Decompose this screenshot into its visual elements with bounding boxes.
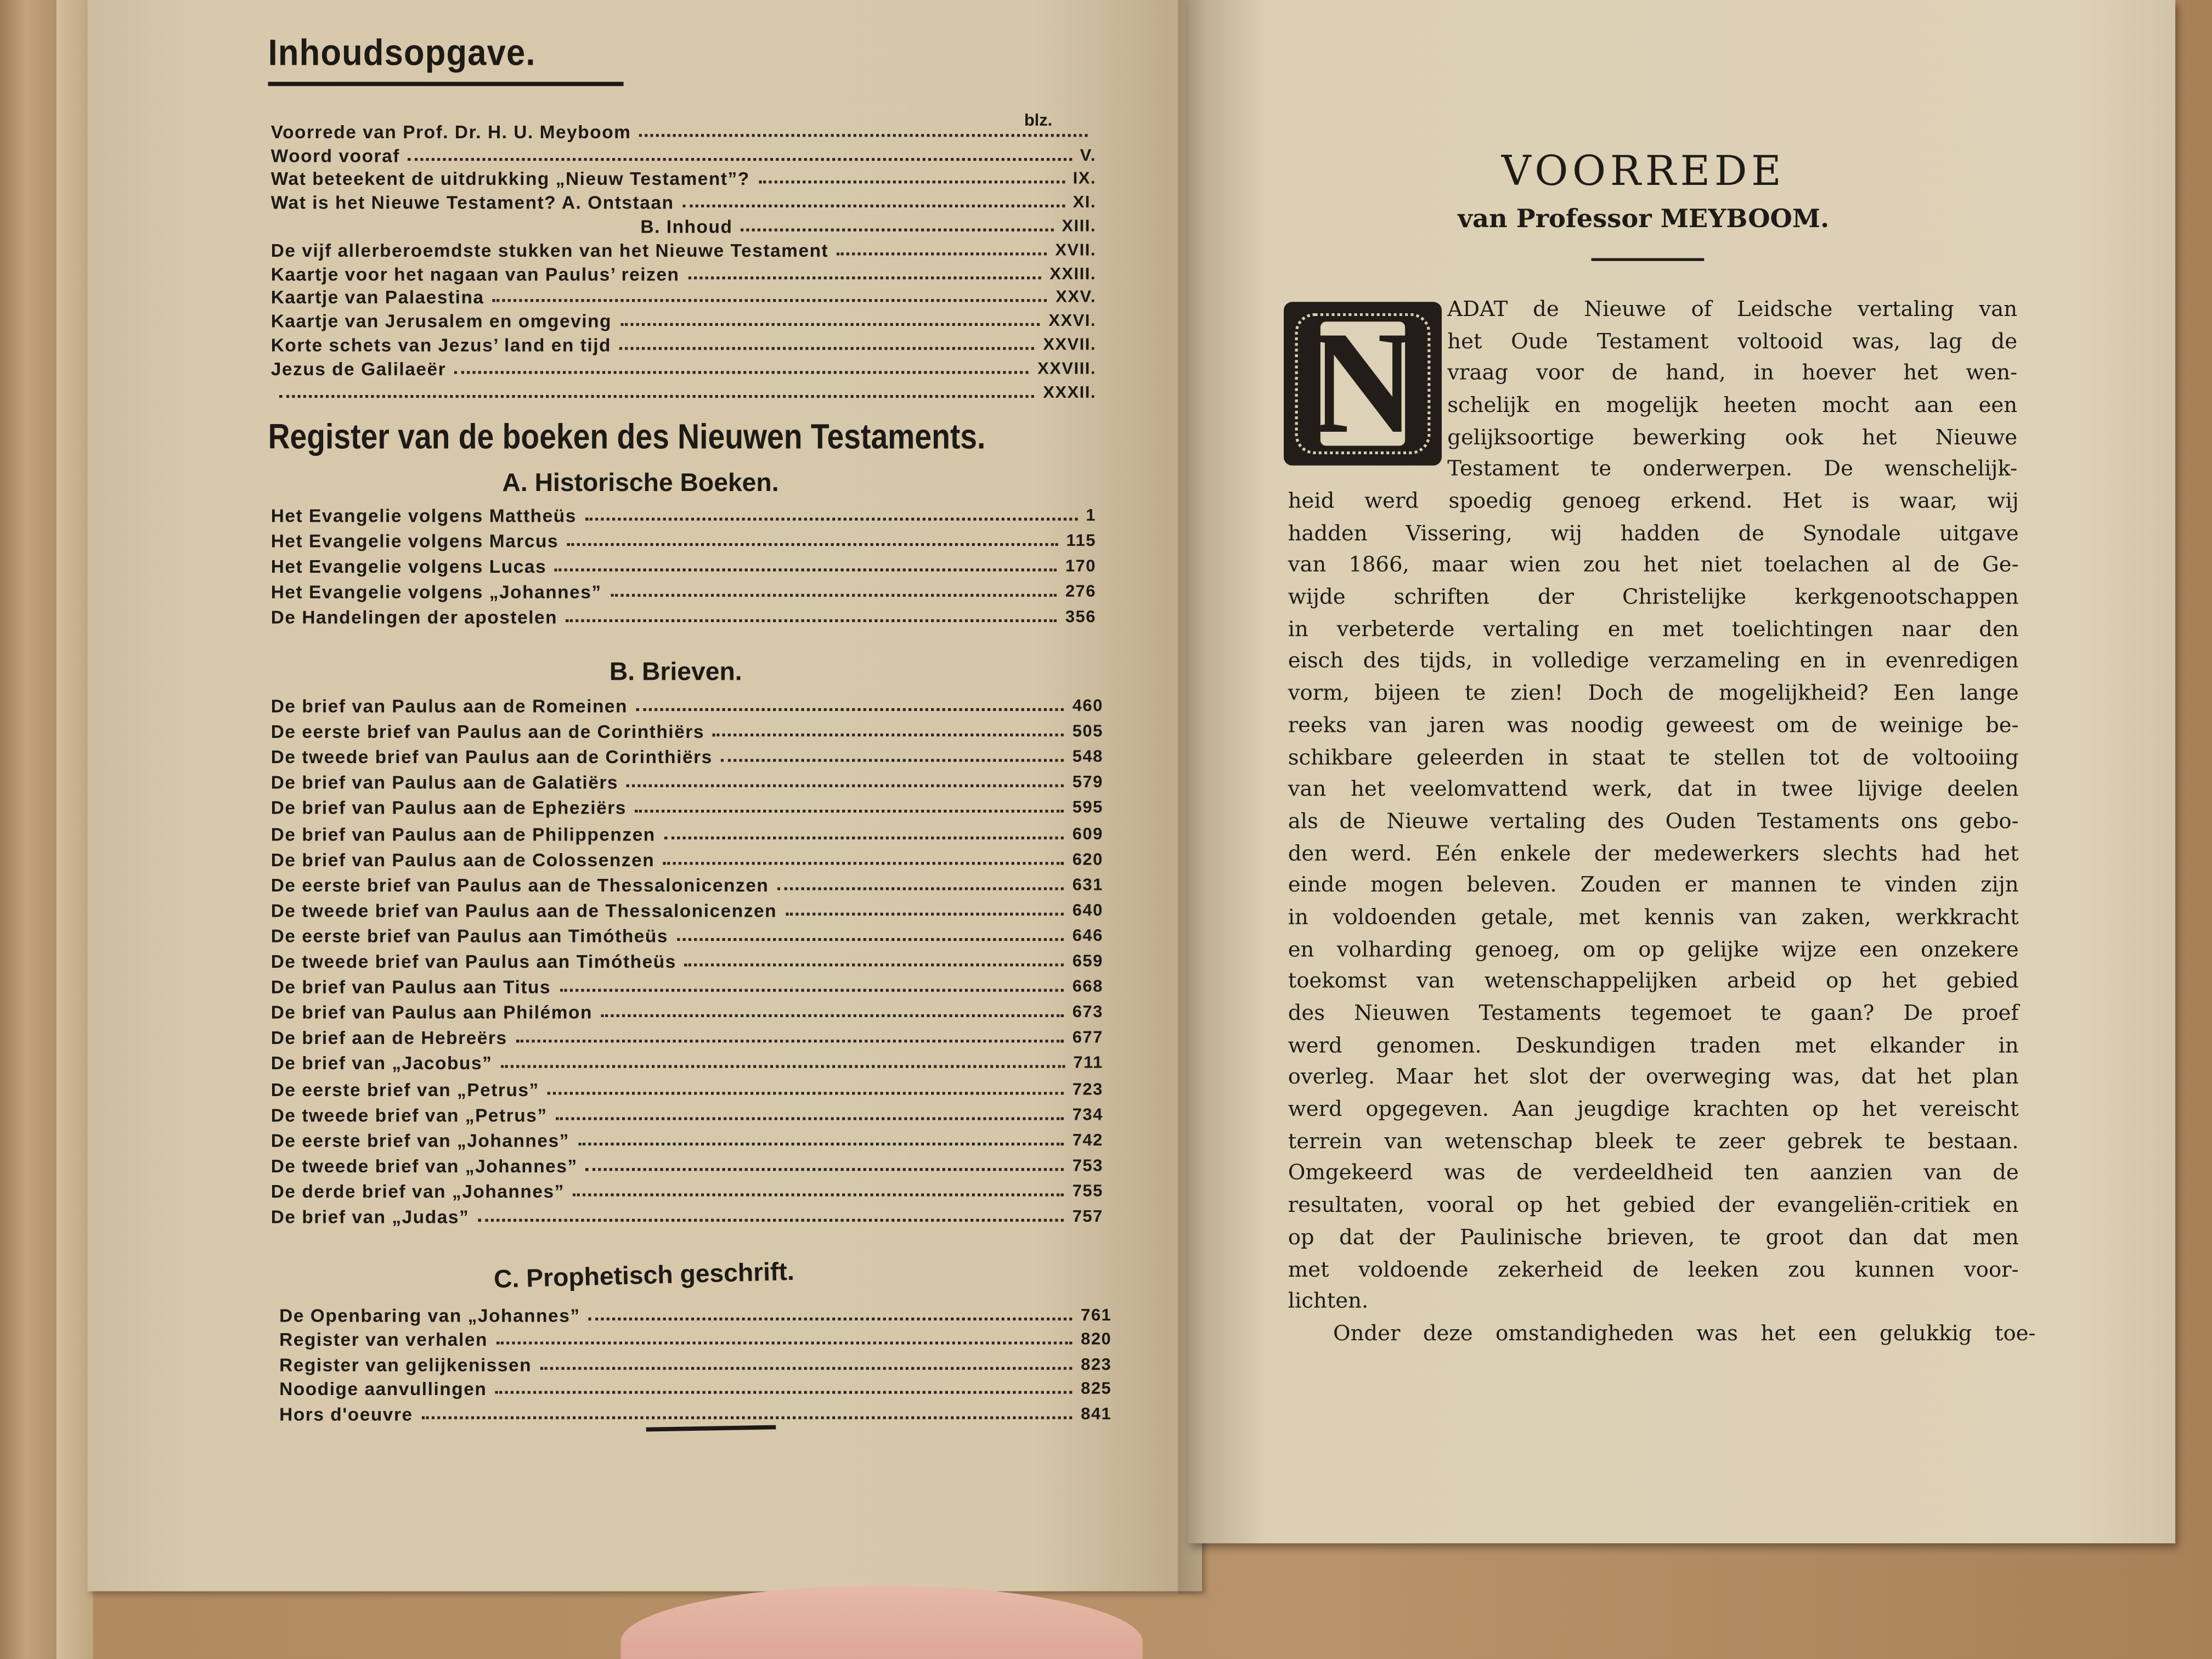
toc-entry (271, 768, 1103, 794)
toc-entry (271, 284, 1096, 308)
dot-leader (516, 1040, 1064, 1043)
toc-entry (271, 213, 1096, 237)
toc-entry-label: B. Inhoud (640, 216, 733, 237)
toc-entry (271, 1074, 1103, 1100)
toc-entry-label: De tweede brief van Paulus aan Timótheüs (270, 951, 676, 972)
toc-entry (271, 332, 1096, 356)
toc-entry-page: IX. (1073, 168, 1096, 189)
toc-entry-page: 170 (1065, 556, 1096, 576)
text-line: lichten. (1288, 1288, 1369, 1314)
toc-entry (271, 379, 1096, 403)
section-b-list (271, 691, 1103, 1227)
text-line: vorm, bijeen te zien! Doch de mogelijkheid? Een lange (1288, 680, 2019, 706)
preface-subtitle: van Professor MEYBOOM. (1458, 204, 1830, 234)
dot-leader (663, 861, 1064, 864)
toc-entry-page: XXVI. (1048, 311, 1096, 331)
dot-leader (567, 543, 1058, 546)
text-line: reeks van jaren was noodig geweest om de weinige be- (1288, 712, 2019, 738)
toc-entry (271, 742, 1103, 768)
toc-entry-page: 609 (1072, 823, 1103, 843)
dot-leader (566, 619, 1057, 622)
toc-entry-label: De brief van „Jacobus” (270, 1053, 493, 1074)
toc-entry (271, 1202, 1103, 1228)
preface-text (1288, 486, 2019, 1318)
toc-entry-page: 761 (1081, 1304, 1112, 1324)
text-line: wijde schriften der Christelijke kerkgenootschappen (1288, 584, 2019, 610)
toc-entry-page: 460 (1072, 695, 1103, 715)
toc-entry (271, 691, 1103, 717)
toc-entry (271, 793, 1103, 819)
toc-entry-page: 734 (1072, 1104, 1103, 1124)
dot-leader (601, 1014, 1064, 1017)
text-line: eisch des tijds, in volledige verzameling en in evenredigen (1288, 648, 2019, 674)
toc-entry (271, 1048, 1103, 1074)
toc-entry (271, 577, 1096, 602)
toc-entry (279, 1400, 1111, 1424)
toc-entry (271, 526, 1096, 551)
toc-entry-label: Het Evangelie volgens Mattheüs (270, 505, 577, 527)
toc-entry-page: XXV. (1056, 286, 1096, 307)
dot-leader (682, 205, 1064, 207)
text-line: hadden Vissering, wij hadden de Synodale uitgave (1288, 520, 2019, 546)
toc-entry (271, 237, 1096, 261)
dot-leader (585, 518, 1077, 521)
toc-entry-page: XXXII. (1043, 381, 1096, 402)
dot-leader (758, 181, 1064, 184)
toc-entry-page: XVII. (1055, 239, 1096, 259)
toc-entry (271, 142, 1096, 166)
toc-entry-page: 677 (1072, 1027, 1103, 1047)
dot-leader (619, 347, 1034, 349)
toc-entry (271, 308, 1096, 332)
toc-entry (271, 819, 1103, 845)
toc-entry-page: 742 (1072, 1129, 1103, 1149)
preface-title: VOORREDE (1501, 146, 1786, 195)
dot-leader (837, 252, 1047, 255)
toc-entry-label: De eerste brief van „Petrus” (270, 1078, 539, 1100)
text-line: toekomst van wetenschappelijken arbeid op het gebied (1288, 968, 2019, 994)
toc-entry-label: Kaartje voor het nagaan van Paulus’ reizen (270, 263, 680, 285)
text-line: terrein van wetenschap bleek te zeer gebrek te bestaan. (1288, 1128, 2019, 1154)
dot-leader (635, 810, 1064, 813)
text-line: schikbare geleerden in staat te stellen tot de voltooiing (1288, 744, 2019, 770)
toc-entry-page: XI. (1073, 192, 1096, 212)
dot-leader (556, 1117, 1064, 1120)
text-line: in verbeterde vertaling en met toelichtingen naar den (1288, 616, 2019, 642)
toc-entry-label: De Openbaring van „Johannes” (279, 1304, 580, 1325)
toc-entry (271, 1023, 1103, 1049)
text-line: op dat der Paulinische brieven, te groot dan dat men (1288, 1224, 2019, 1250)
dot-leader (493, 300, 1047, 302)
toc-entry-label: De brief van Paulus aan de Philippenzen (270, 823, 656, 845)
toc-entry-page: 548 (1072, 746, 1103, 766)
toc-entry (271, 119, 1096, 142)
toc-entry-page: XXVII. (1043, 334, 1096, 354)
text-line: einde mogen beleven. Zouden er mannen te vinden zijn (1288, 872, 2019, 898)
toc-entry (271, 1099, 1103, 1125)
text-line: ADAT de Nieuwe of Leidsche vertaling van (1447, 296, 2018, 322)
toc-entry-page: 640 (1072, 900, 1103, 920)
toc-entry (271, 895, 1103, 921)
toc-title: Inhoudsopgave. (268, 31, 536, 74)
dot-leader (495, 1391, 1073, 1393)
toc-entry-page: 711 (1073, 1053, 1103, 1073)
toc-entry-label: De vijf allerberoemdste stukken van het Nieuwe Testament (270, 239, 829, 261)
toc-entry-label: De tweede brief van Paulus aan de Thessalonicenzen (270, 900, 777, 921)
dot-leader (741, 229, 1053, 232)
dot-leader (408, 157, 1071, 160)
toc-entry (271, 946, 1103, 972)
toc-entry-label: De brief van Paulus aan de Romeinen (270, 695, 628, 717)
toc-entry-page: 659 (1072, 951, 1103, 971)
toc-entry-label: De eerste brief van „Johannes” (270, 1129, 569, 1151)
toc-entry-page: 841 (1081, 1403, 1112, 1423)
toc-entry-label: De brief van Paulus aan de Colossenzen (270, 849, 655, 870)
text-line: van 1866, maar wien zou het niet toelachen al de Ge- (1288, 552, 2019, 578)
hand (620, 1585, 1142, 1659)
dot-leader (573, 1193, 1064, 1196)
toc-entry-page: 646 (1072, 925, 1103, 945)
dot-leader (636, 708, 1064, 711)
text-line: resultaten, vooral op het gebied der evangeliën-critiek en (1288, 1192, 2019, 1218)
toc-entry-page: 505 (1072, 721, 1103, 741)
toc-entry (279, 1350, 1111, 1375)
toc-entry (271, 261, 1096, 284)
front-matter-list (271, 119, 1096, 403)
toc-entry-page: 820 (1081, 1329, 1112, 1349)
dot-leader (664, 836, 1064, 839)
drop-cap-letter: N (1310, 302, 1416, 464)
toc-entry-label: De Handelingen der apostelen (270, 606, 558, 628)
dot-leader (610, 594, 1057, 597)
toc-entry-label: Kaartje van Jerusalem en omgeving (270, 311, 612, 332)
toc-entry-label: Woord vooraf (270, 144, 400, 166)
dot-leader (496, 1341, 1072, 1344)
toc-entry-label: De tweede brief van „Petrus” (270, 1104, 548, 1125)
toc-entry (271, 921, 1103, 947)
toc-entry-label: De brief van „Judas” (270, 1206, 470, 1228)
text-line: als de Nieuwe vertaling des Ouden Testaments ons gebo- (1288, 808, 2019, 834)
dot-leader (540, 1366, 1073, 1369)
toc-entry (271, 1150, 1103, 1176)
toc-entry-label: De brief van Paulus aan de Galatiërs (270, 772, 619, 794)
toc-title-underline (268, 82, 624, 86)
toc-entry-page: 825 (1081, 1378, 1112, 1398)
toc-entry-label: De eerste brief van Paulus aan de Corinthiërs (270, 721, 704, 743)
toc-entry (279, 1325, 1111, 1350)
section-heading-b: B. Brieven. (609, 657, 742, 686)
toc-entry-page: 115 (1066, 530, 1096, 550)
dot-leader (589, 1317, 1073, 1319)
toc-entry-label: Noodige aanvullingen (279, 1378, 487, 1400)
toc-entry (271, 602, 1096, 628)
toc-entry-page: 620 (1072, 849, 1103, 869)
toc-entry-label: Wat beteekent de uitdrukking „Nieuw Testament”? (270, 168, 750, 190)
toc-entry-label: Het Evangelie volgens Lucas (270, 556, 547, 577)
toc-entry (271, 190, 1096, 213)
dot-leader (455, 371, 1029, 374)
dot-leader (620, 323, 1040, 326)
toc-entry-page: 723 (1072, 1078, 1103, 1098)
toc-entry-label: Register van verhalen (279, 1329, 488, 1350)
toc-entry-label: De brief van Paulus aan Titus (270, 976, 551, 998)
toc-entry (279, 1375, 1111, 1400)
toc-entry-page: 755 (1072, 1180, 1103, 1200)
text-line: schelijk en mogelijk heeten mocht aan een (1447, 392, 2018, 418)
toc-entry-page: V. (1080, 144, 1096, 165)
dot-leader (586, 1168, 1064, 1171)
dot-leader (421, 1415, 1073, 1418)
dot-leader (713, 734, 1064, 737)
text-line: werd genomen. Deskundigen traden met elkander in (1288, 1032, 2019, 1058)
dot-leader (627, 785, 1064, 788)
dot-leader (555, 568, 1057, 571)
toc-entry-page: 579 (1072, 772, 1103, 792)
text-line: den werd. Eén enkele der medewerkers slechts had het (1288, 840, 2019, 866)
toc-entry-page: 631 (1072, 874, 1103, 894)
toc-entry-label: Voorrede van Prof. Dr. H. U. Meyboom (270, 121, 631, 143)
toc-entry-page: 668 (1072, 976, 1103, 996)
preface-continuation (1302, 1318, 2035, 1350)
toc-entry-label: De derde brief van „Johannes” (270, 1180, 565, 1202)
toc-entry (271, 870, 1103, 896)
toc-entry-page: 276 (1065, 581, 1096, 601)
toc-entry-page: XXIII. (1049, 263, 1096, 283)
toc-entry-label: De tweede brief van Paulus aan de Corinthiërs (270, 746, 713, 768)
toc-entry-label: De tweede brief van „Johannes” (270, 1155, 578, 1176)
dot-leader (501, 1065, 1065, 1068)
book-spine-shadow (1178, 0, 1206, 1594)
text-line: Testament te onderwerpen. De wenschelijk- (1447, 456, 2018, 482)
dot-leader (478, 1219, 1064, 1222)
toc-entry-page: 823 (1081, 1353, 1112, 1374)
text-line: van het veelomvattend werk, dat in twee lijvige deelen (1288, 776, 2019, 802)
text-line: in voldoenden getale, met kennis van zaken, werkkracht (1288, 904, 2019, 930)
dot-leader (676, 938, 1064, 941)
toc-entry (271, 1125, 1103, 1151)
toc-entry (271, 717, 1103, 743)
section-heading-c: C. Prophetisch geschrift. (493, 1257, 795, 1294)
toc-entry-label: Korte schets van Jezus’ land en tijd (270, 334, 612, 356)
toc-entry-page: XXVIII. (1037, 358, 1096, 378)
text-line: des Nieuwen Testaments tegemoet te gaan? De proef (1288, 1000, 2019, 1026)
toc-entry-page: 753 (1072, 1155, 1103, 1175)
text-line: Onder deze omstandigheden was het een gelukkig toe- (1333, 1320, 2036, 1346)
dot-leader (786, 912, 1064, 915)
toc-entry-label: De brief aan de Hebreërs (270, 1027, 507, 1049)
toc-entry (271, 551, 1096, 577)
text-line: het Oude Testament voltooid was, lag de (1447, 328, 2018, 354)
page-column-label: blz. (1024, 110, 1053, 130)
drop-cap-ornament (1284, 302, 1442, 465)
dot-leader (777, 887, 1064, 890)
dot-leader (560, 989, 1064, 992)
toc-entry-page: 1 (1086, 505, 1096, 525)
preface-text-beside-drop-cap (1447, 294, 2017, 486)
toc-entry-label: Het Evangelie volgens Marcus (270, 530, 559, 552)
toc-entry-label: De eerste brief van Paulus aan de Thessalonicenzen (270, 874, 769, 896)
toc-entry-label: Wat is het Nieuwe Testament? A. Ontstaan (270, 192, 674, 213)
dot-leader (685, 963, 1064, 966)
text-line: werd opgegeven. Aan jeugdige krachten op het vereischt (1288, 1096, 2019, 1122)
dot-leader (721, 759, 1064, 762)
preface-title-rule (1592, 258, 1705, 261)
toc-entry-label: Kaartje van Palaestina (270, 286, 484, 308)
toc-entry (271, 1176, 1103, 1202)
toc-entry-label: Jezus de Galilaeër (270, 358, 447, 380)
dot-leader (640, 134, 1088, 137)
register-title: Register van de boeken des Nieuwen Testaments. (268, 417, 986, 458)
toc-entry (271, 356, 1096, 379)
dot-leader (548, 1091, 1064, 1094)
text-line: Omgekeerd was de verdeeldheid ten aanzien van de (1288, 1160, 2019, 1186)
toc-entry (271, 997, 1103, 1023)
text-line: overleg. Maar het slot der overweging was, dat het plan (1288, 1064, 2019, 1090)
toc-entry (271, 166, 1096, 189)
toc-entry (271, 501, 1096, 526)
section-a-list (271, 501, 1096, 628)
toc-entry-label: Register van gelijkenissen (279, 1353, 532, 1375)
text-line: gelijksoortige bewerking ook het Nieuwe (1447, 424, 2018, 450)
toc-entry-label: Het Evangelie volgens „Johannes” (270, 581, 602, 602)
toc-entry (279, 1301, 1111, 1325)
toc-entry-page: 673 (1072, 1002, 1103, 1022)
text-line: vraag voor de hand, in hoever het wen- (1447, 360, 2018, 386)
toc-entry-label: De brief van Paulus aan Philémon (270, 1002, 592, 1023)
dot-leader (688, 276, 1041, 279)
toc-entry (271, 972, 1103, 998)
toc-entry (271, 844, 1103, 870)
text-line: heid werd spoedig genoeg erkend. Het is waar, wij (1288, 488, 2019, 514)
toc-entry-page: 595 (1072, 798, 1103, 818)
toc-entry-label: De brief van Paulus aan de Epheziërs (270, 798, 627, 819)
dot-leader (578, 1142, 1064, 1145)
section-heading-a: A. Historische Boeken. (502, 468, 779, 497)
toc-entry-page: 356 (1065, 606, 1096, 627)
toc-entry-page: XIII. (1062, 216, 1096, 236)
toc-entry-label: Hors d'oeuvre (279, 1403, 413, 1424)
text-line: met voldoende zekerheid de leeken zou kunnen voor- (1288, 1256, 2019, 1282)
toc-entry-label: De eerste brief van Paulus aan Timótheüs (270, 925, 669, 947)
text-line: en volharding genoeg, om op gelijke wijze een onzekere (1288, 936, 2019, 962)
toc-entry-page: 757 (1072, 1206, 1103, 1226)
section-c-list (279, 1301, 1111, 1424)
dot-leader (279, 394, 1035, 397)
